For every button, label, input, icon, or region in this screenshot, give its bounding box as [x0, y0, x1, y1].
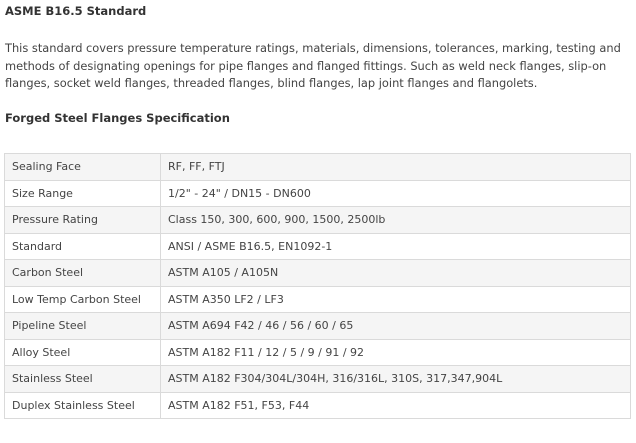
row-label: Carbon Steel: [5, 260, 161, 287]
row-label: Standard: [5, 233, 161, 260]
row-value: ASTM A182 F304/304L/304H, 316/316L, 310S, 317,347,904L: [161, 366, 631, 393]
row-value: 1/2" - 24" / DN15 - DN600: [161, 180, 631, 207]
table-row: [5, 180, 631, 207]
table-row: [5, 339, 631, 366]
table-row: [5, 286, 631, 313]
row-value: ASTM A182 F51, F53, F44: [161, 392, 631, 419]
row-value: ASTM A182 F11 / 12 / 5 / 9 / 91 / 92: [161, 339, 631, 366]
row-value: ANSI / ASME B16.5, EN1092-1: [161, 233, 631, 260]
table-row: [5, 207, 631, 234]
row-label: Duplex Stainless Steel: [5, 392, 161, 419]
row-label: Pressure Rating: [5, 207, 161, 234]
table-row: [5, 154, 631, 181]
row-label: Alloy Steel: [5, 339, 161, 366]
row-label: Low Temp Carbon Steel: [5, 286, 161, 313]
row-value: Class 150, 300, 600, 900, 1500, 2500lb: [161, 207, 631, 234]
table-row: [5, 233, 631, 260]
row-label: Sealing Face: [5, 154, 161, 181]
table-row: [5, 313, 631, 340]
row-label: Stainless Steel: [5, 366, 161, 393]
row-value: RF, FF, FTJ: [161, 154, 631, 181]
table-row: [5, 392, 631, 419]
standard-description: This standard covers pressure temperature ratings, materials, dimensions, tolerances, marking, testing and methods of designating openings for pipe flanges and flanged fittings. Such as weld neck flanges, slip-on flanges, socket weld flanges, threaded flanges, blind flanges, lap joint flanges and flangolets.: [5, 41, 621, 90]
spec-table: [4, 153, 631, 419]
row-value: ASTM A350 LF2 / LF3: [161, 286, 631, 313]
table-row: [5, 366, 631, 393]
row-value: ASTM A694 F42 / 46 / 56 / 60 / 65: [161, 313, 631, 340]
spec-heading: Forged Steel Flanges Specification: [5, 111, 230, 125]
row-value: ASTM A105 / A105N: [161, 260, 631, 287]
row-label: Size Range: [5, 180, 161, 207]
table-row: [5, 260, 631, 287]
page-heading: ASME B16.5 Standard: [5, 4, 147, 18]
row-label: Pipeline Steel: [5, 313, 161, 340]
